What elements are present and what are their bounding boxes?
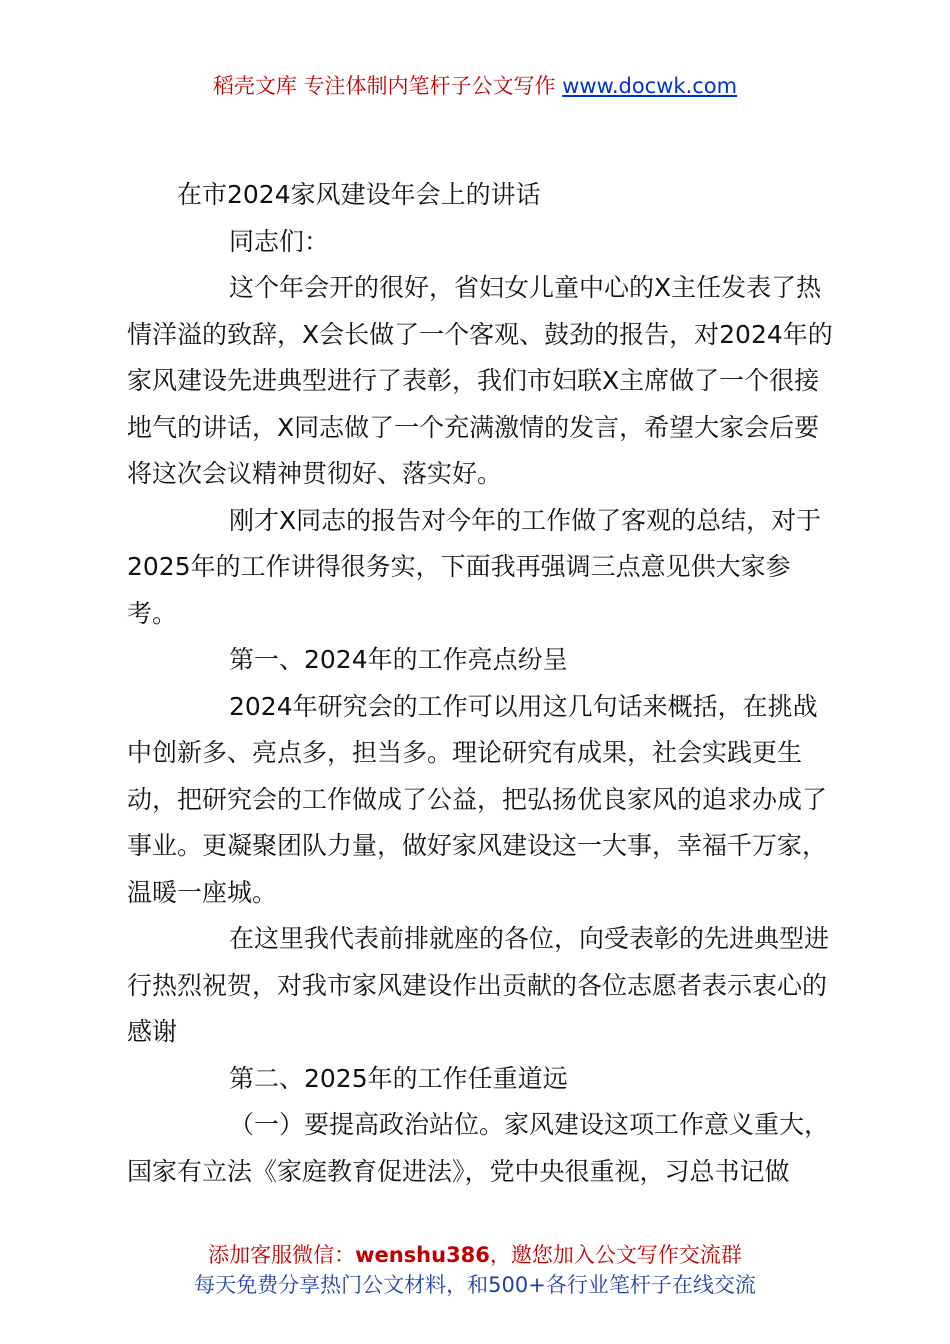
paragraph: 这个年会开的很好，省妇女儿童中心的X主任发表了热情洋溢的致辞，X会长做了一个客观、鼓劲的报告，对2024年的家风建设先进典型进行了表彰，我们市妇联X主席做了一个很接地气的讲话，X同志做了一个充满激情的发言，希望大家会后要将这次会议精神贯彻好、落实好。 bbox=[127, 273, 833, 488]
paragraph: （一）要提高政治站位。家风建设这项工作意义重大，国家有立法《家庭教育促进法》，党中央很重视，习总书记做 bbox=[127, 1110, 830, 1186]
page-footer bbox=[0, 1240, 950, 1300]
paragraph: 在这里我代表前排就座的各位，向受表彰的先进典型进行热烈祝贺，对我市家风建设作出贡献的各位志愿者表示衷心的感谢 bbox=[127, 924, 830, 1046]
footer-line-2: 每天免费分享热门公文材料，和500+各行业笔杆子在线交流 bbox=[194, 1273, 756, 1297]
wechat-id: wenshu386 bbox=[355, 1243, 490, 1267]
footer-suffix: ，邀您加入公文写作交流群 bbox=[489, 1243, 742, 1267]
header-brand-text: 稻壳文库 专注体制内笔杆子公文写作 bbox=[212, 74, 563, 98]
section-heading: 第二、2025年的工作任重道远 bbox=[229, 1063, 568, 1093]
header-site-link[interactable]: www.docwk.com bbox=[562, 74, 738, 98]
paragraph: 刚才X同志的报告对今年的工作做了客观的总结，对于2025年的工作讲得很务实，下面我再强调三点意见供大家参考。 bbox=[127, 505, 822, 628]
footer-prefix: 添加客服微信： bbox=[208, 1243, 356, 1267]
document-title: 在市2024家风建设年会上的讲话 bbox=[177, 180, 541, 209]
greeting: 同志们： bbox=[229, 226, 330, 256]
footer-line-1 bbox=[0, 1240, 950, 1270]
section-heading: 第一、2024年的工作亮点纷呈 bbox=[229, 645, 568, 674]
paragraph: 2024年研究会的工作可以用这几句话来概括，在挑战中创新多、亮点多，担当多。理论研究有成果，社会实践更生动，把研究会的工作做成了公益，把弘扬优良家风的追求办成了事业。更凝聚团队力量，做好家风建设这一大事，幸福千万家，温暖一座城。 bbox=[127, 691, 828, 907]
page-header bbox=[0, 70, 950, 100]
document-body bbox=[127, 172, 839, 1195]
